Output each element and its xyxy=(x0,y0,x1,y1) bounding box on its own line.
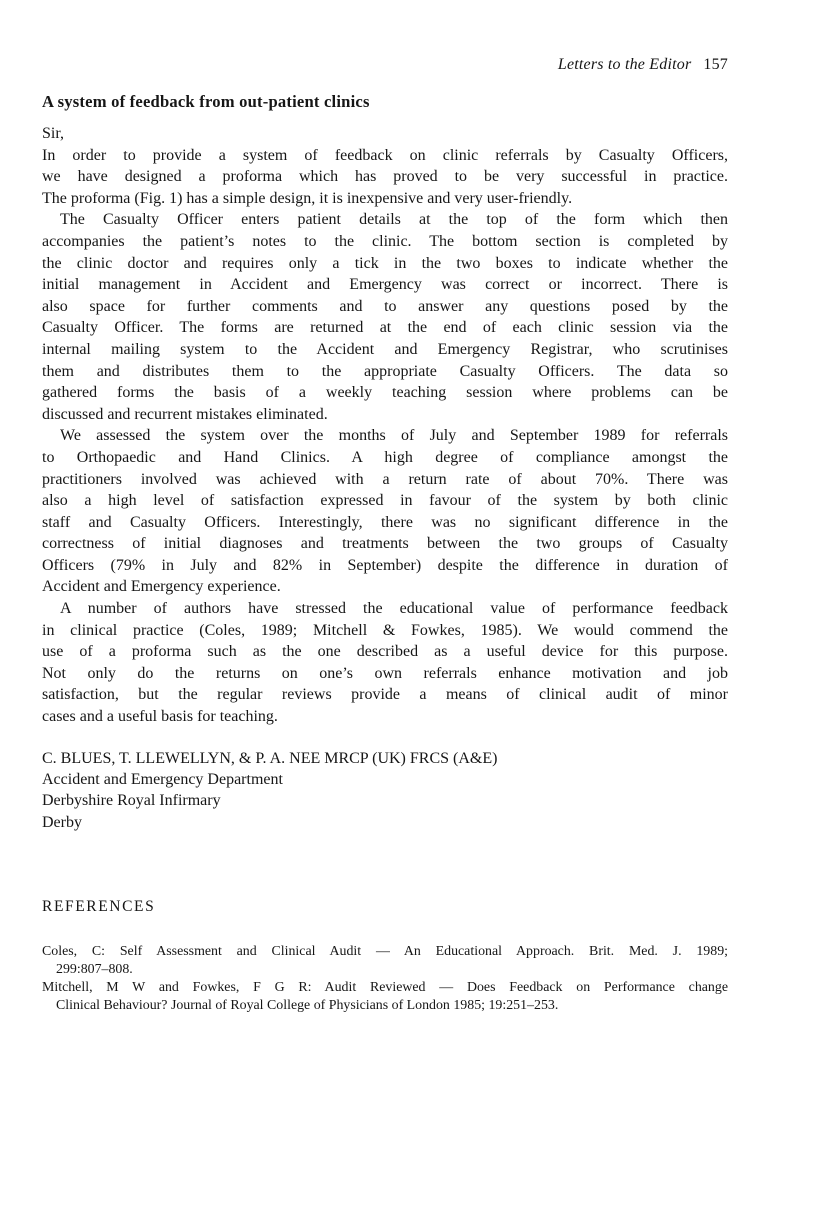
body-line: In order to provide a system of feedback on clinic referrals by Casualty Officers, xyxy=(42,146,728,164)
body-line: The Casualty Officer enters patient details at the top of the form which then xyxy=(60,211,728,229)
body-line: Not only do the returns on one’s own referrals enhance motivation and job xyxy=(42,664,728,682)
body-line: to Orthopaedic and Hand Clinics. A high degree of compliance amongst the xyxy=(42,448,728,466)
body-line: correctness of initial diagnoses and treatments between the two groups of Casualty xyxy=(42,535,728,553)
running-header xyxy=(42,55,728,75)
reference-line: 299:807–808. xyxy=(56,962,133,978)
page-content xyxy=(42,55,728,1015)
references-heading: REFERENCES xyxy=(42,898,156,916)
body-line: staff and Casualty Officers. Interestingly, there was no significant difference in the xyxy=(42,513,728,531)
reference-entry xyxy=(42,979,728,1015)
body-line: we have designed a proforma which has proved to be very successful in practice. xyxy=(42,168,728,186)
body-line: also a high level of satisfaction expressed in favour of the system by both clinic xyxy=(42,492,728,510)
body-line: gathered forms the basis of a weekly teaching session where problems can be xyxy=(42,384,728,402)
body-line: in clinical practice (Coles, 1989; Mitchell & Fowkes, 1985). We would commend the xyxy=(42,621,728,639)
body-line: use of a proforma such as the one described as a useful device for this purpose. xyxy=(42,643,728,661)
body-line: We assessed the system over the months of July and September 1989 for referrals xyxy=(60,427,728,445)
salutation: Sir, xyxy=(42,125,65,142)
paragraph xyxy=(42,145,728,210)
address-line: Derby xyxy=(42,813,82,831)
paragraph xyxy=(42,425,728,598)
body-line: accompanies the patient’s notes to the clinic. The bottom section is completed by xyxy=(42,232,728,250)
reference-line: Clinical Behaviour? Journal of Royal College of Physicians of London 1985; 19:251–253. xyxy=(56,998,559,1014)
body-line: The proforma (Fig. 1) has a simple design, it is inexpensive and very user-friendly. xyxy=(42,189,573,207)
body-line: discussed and recurrent mistakes eliminated. xyxy=(42,405,328,423)
author-line: C. BLUES, T. LLEWELLYN, & P. A. NEE MRCP (UK) FRCS (A&E) xyxy=(42,749,498,767)
reference-list xyxy=(42,943,728,1015)
body-line: Officers (79% in July and 82% in September) despite the difference in duration of xyxy=(42,556,728,574)
address-line: Derbyshire Royal Infirmary xyxy=(42,792,221,810)
letter-title: A system of feedback from out-patient clinics xyxy=(42,92,370,111)
letter-body xyxy=(42,145,728,728)
reference-line: Coles, C: Self Assessment and Clinical Audit — An Educational Approach. Brit. Med. J. 1989; xyxy=(42,944,728,960)
body-line: internal mailing system to the Accident and Emergency Registrar, who scrutinises xyxy=(42,340,728,358)
body-line: the clinic doctor and requires only a tick in the two boxes to indicate whether the xyxy=(42,254,728,272)
body-line: practitioners involved was achieved with a return rate of about 70%. There was xyxy=(42,470,728,488)
body-line: A number of authors have stressed the educational value of performance feedback xyxy=(60,600,728,618)
reference-line: Mitchell, M W and Fowkes, F G R: Audit Reviewed — Does Feedback on Performance change xyxy=(42,980,728,996)
running-title: Letters to the Editor xyxy=(557,56,692,73)
body-line: cases and a useful basis for teaching. xyxy=(42,708,278,726)
reference-entry xyxy=(42,943,728,979)
body-line: Accident and Emergency experience. xyxy=(42,578,281,596)
paragraph xyxy=(42,598,728,728)
body-line: Casualty Officer. The forms are returned at the end of each clinic session via the xyxy=(42,319,728,337)
body-line: them and distributes them to the appropriate Casualty Officers. The data so xyxy=(42,362,728,380)
body-line: satisfaction, but the regular reviews provide a means of clinical audit of minor xyxy=(42,686,728,704)
page-number: 157 xyxy=(703,56,728,73)
address-line: Accident and Emergency Department xyxy=(42,771,283,789)
signature-block xyxy=(42,748,728,834)
body-line: also space for further comments and to answer any questions posed by the xyxy=(42,297,728,315)
address-block xyxy=(42,769,728,833)
body-line: initial management in Accident and Emergency was correct or incorrect. There is xyxy=(42,276,728,294)
paragraph xyxy=(42,209,728,425)
